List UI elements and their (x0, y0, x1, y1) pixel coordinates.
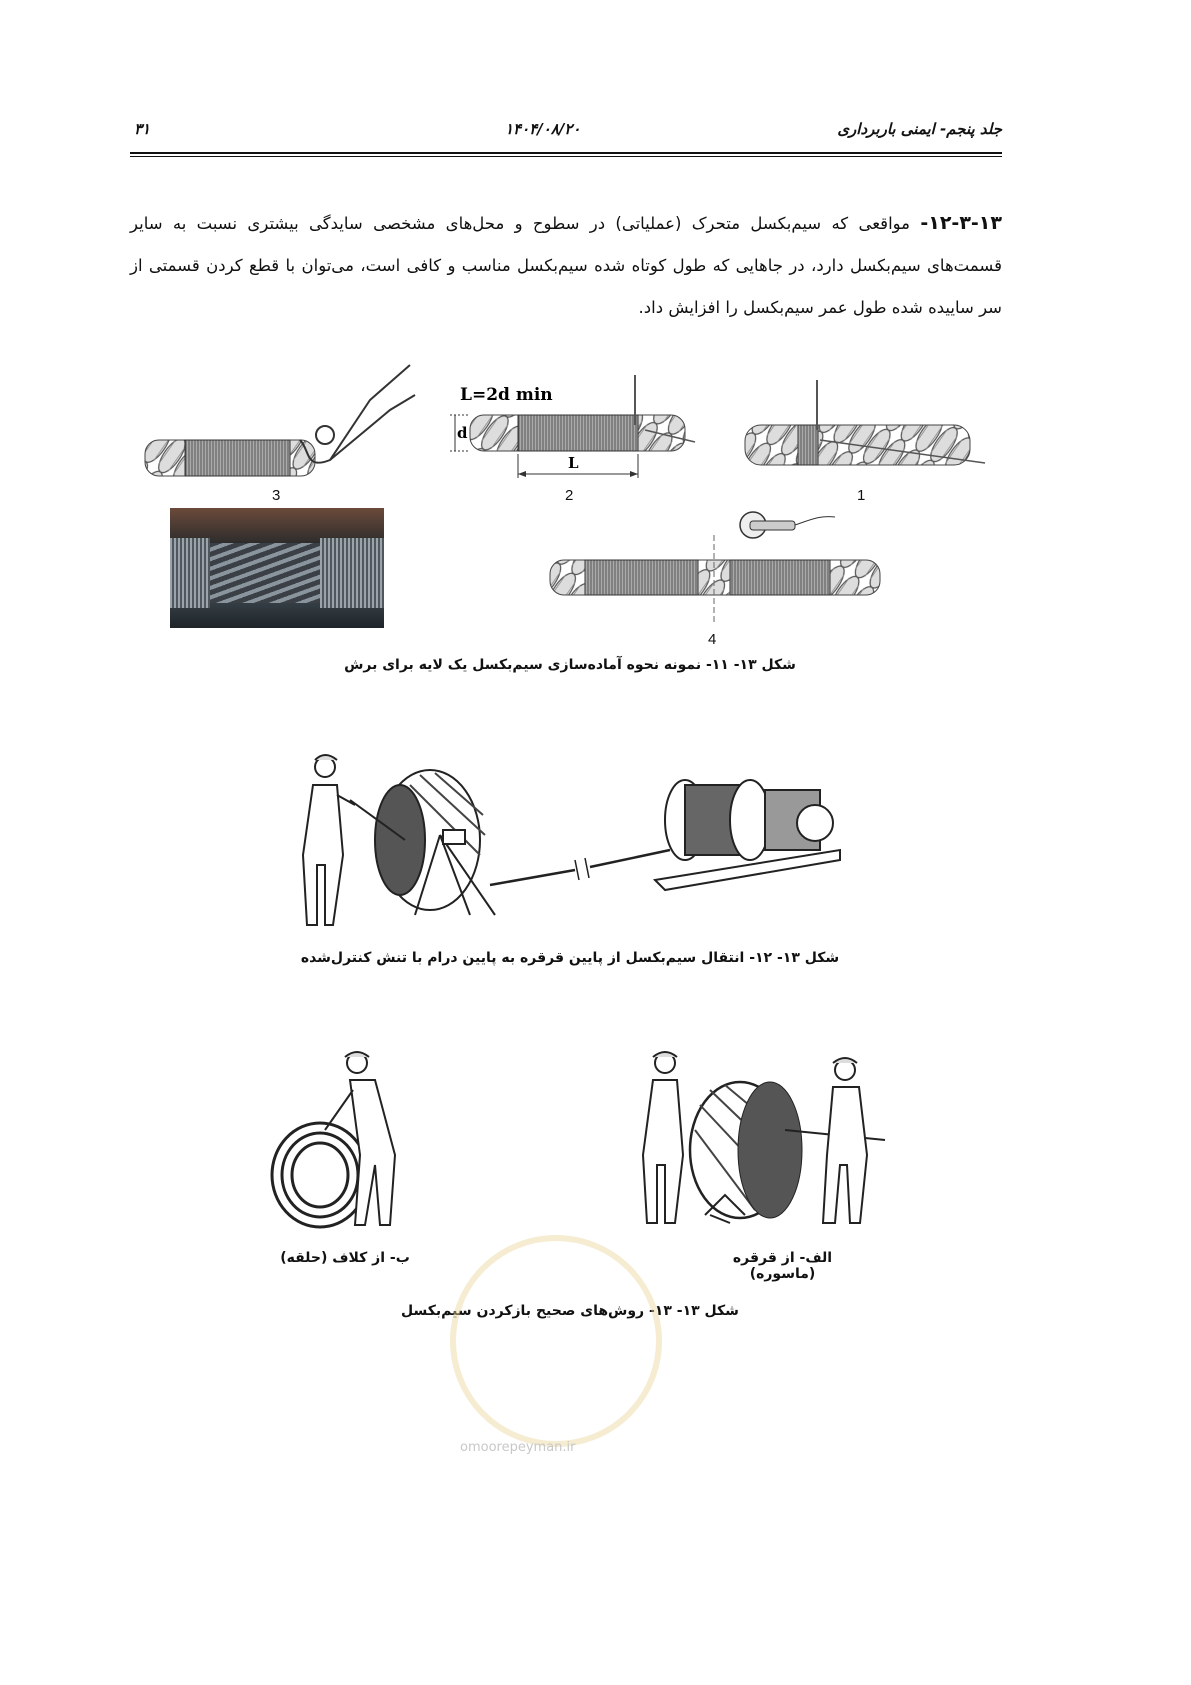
watermark-seal (450, 1235, 662, 1447)
figure-11-photo (170, 508, 384, 628)
header-rule-top (130, 152, 1002, 154)
figure-13-label-a: الف- از قرقره (ماسوره) (732, 1250, 833, 1282)
watermark-text: omoorepeyman.ir (460, 1440, 576, 1455)
formula-text: L=2d min (460, 385, 553, 405)
figure-11-rope-3 (140, 360, 420, 490)
worker-icon (643, 1052, 683, 1223)
dim-L: L (568, 454, 579, 472)
worker-icon (303, 755, 355, 925)
section-number: ۱۲-۳-۱۳- (920, 212, 1002, 234)
figure-11-label-4: 4 (708, 631, 717, 648)
header-title: جلد پنجم- ایمنی باربرداری (837, 120, 1002, 138)
figure-11-label-1: 1 (857, 487, 866, 504)
figure-12-caption: شکل ۱۳- ۱۲- انتقال سیم‌بکسل از پایین قرقره به پایین درام با تنش کنترل‌شده (300, 950, 840, 966)
figure-13-coil (265, 1045, 435, 1235)
figure-13-caption: شکل ۱۳- ۱۳- روش‌های صحیح بازکردن سیم‌بکسل (401, 1303, 739, 1319)
reel-icon (375, 770, 495, 915)
section-text: مواقعی که سیم‌بکسل متحرک (عملیاتی) در سطوح و محل‌های مشخصی سایدگی بیشتری نسبت به سایر قسمت‌های سیم‌بکسل دارد، در جاهایی که طول کوتاه شده سیم‌بکسل مناسب و کافی است، می‌توان با قطع کردن قسمتی از سر ساییده شده طول عمر سیم‌بکسل را افزایش داد. (130, 214, 1002, 317)
figure-13-label-b: ب- از کلاف (حلقه) (280, 1250, 410, 1266)
figure-11-rope-2 (440, 370, 710, 480)
page-number: ۳۱ (134, 121, 151, 138)
figure-11-caption: شکل ۱۳- ۱۱- نمونه نحوه آماده‌سازی سیم‌بکسل یک لایه برای برش (344, 657, 796, 673)
worker-icon (823, 1058, 867, 1223)
worker-icon (325, 1052, 395, 1225)
figure-11-rope-1 (740, 375, 990, 485)
header-date: ۱۴۰۴/۰۸/۲۰ (505, 120, 581, 138)
figure-12-illustration (295, 745, 855, 945)
header-rule-bottom (130, 156, 1002, 157)
section-paragraph (130, 202, 1002, 329)
figure-11-label-2: 2 (565, 487, 574, 504)
figure-11-label-3: 3 (272, 487, 281, 504)
winch-icon (655, 780, 840, 890)
dim-d: d (457, 424, 468, 442)
figure-11-rope-4 (545, 505, 890, 630)
figure-13-reel (635, 1045, 915, 1240)
